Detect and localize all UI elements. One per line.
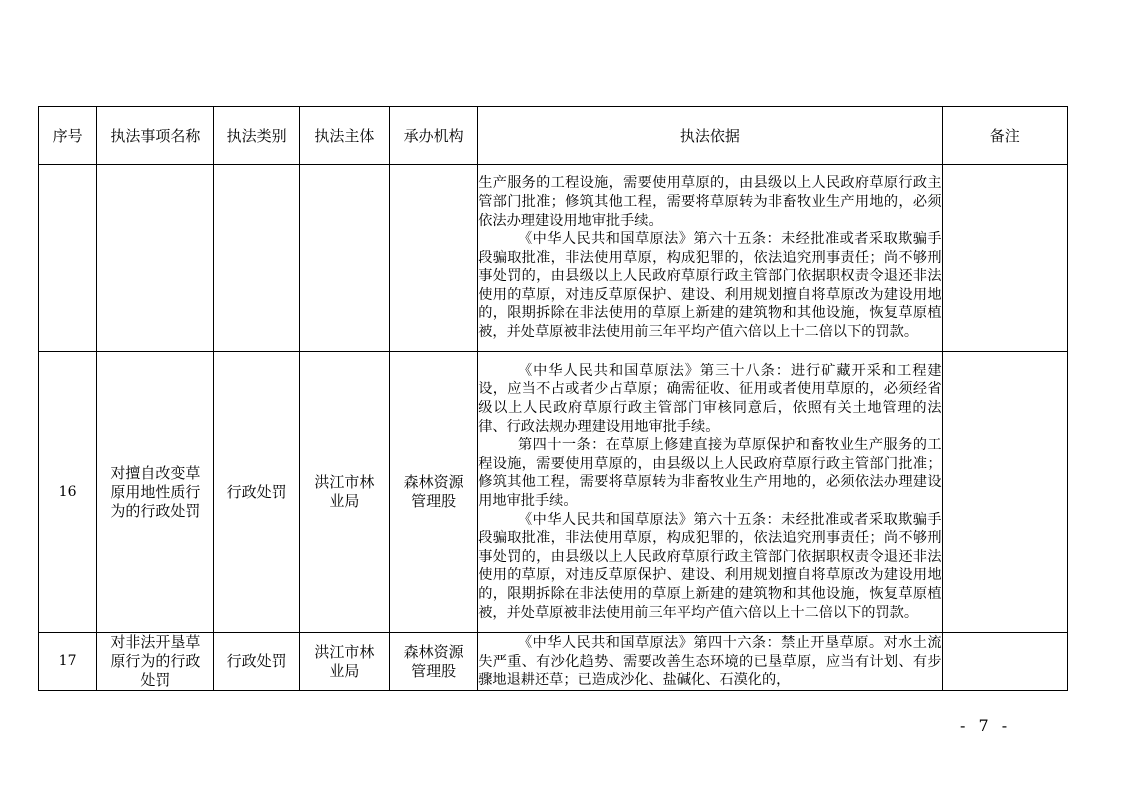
row-category: 行政处罚: [214, 352, 299, 633]
row-subject: 洪江市林业局: [299, 633, 389, 691]
row-legal-basis: [478, 165, 942, 352]
row-organization: 森林资源管理股: [389, 633, 477, 691]
basis-paragraph: 《中华人民共和国草原法》第六十五条：未经批准或者采取欺骗手段骗取批准，非法使用草原，构成犯罪的，依法追究刑事责任；尚不够刑事处罚的，由县级以上人民政府草原行政主管部门依据职权责令退还非法使用的草原，对违反草原保护、建设、利用规划擅自将草原改为建设用地的，限期拆除在非法使用的草原上新建的建筑物和其他设施，恢复草原植被，并处草原被非法使用前三年平均产值六倍以上十二倍以下的罚款。: [478, 511, 942, 621]
header-serial-number: 序号: [39, 107, 97, 165]
basis-paragraph: 第四十一条：在草原上修建直接为草原保护和畜牧业生产服务的工程设施，需要使用草原的，由县级以上人民政府草原行政主管部门批准；修筑其他工程，需要将草原转为非畜牧业生产用地的，必须依法办理建设用地审批手续。: [478, 437, 942, 509]
header-item-name: 执法事项名称: [97, 107, 214, 165]
row-serial-number: [39, 165, 97, 352]
row-organization: [389, 165, 477, 352]
row-remark: [942, 633, 1067, 691]
row-remark: [942, 352, 1067, 633]
table-header-row: [39, 107, 1068, 165]
row-serial-number: 17: [39, 633, 97, 691]
header-remark: 备注: [942, 107, 1067, 165]
row-item-name: [97, 165, 214, 352]
header-organization: 承办机构: [389, 107, 477, 165]
row-subject: [299, 165, 389, 352]
row-legal-basis: [478, 633, 942, 691]
page-number: - 7 -: [960, 716, 1012, 735]
row-subject: 洪江市林业局: [299, 352, 389, 633]
table-row: [39, 352, 1068, 633]
row-organization: 森林资源管理股: [389, 352, 477, 633]
row-legal-basis: [478, 352, 942, 633]
header-category: 执法类别: [214, 107, 299, 165]
basis-clip: [478, 634, 941, 689]
row-item-name: 对擅自改变草原用地性质行为的行政处罚: [97, 352, 214, 633]
basis-paragraph: 生产服务的工程设施，需要使用草原的，由县级以上人民政府草原行政主管部门批准；修筑其他工程，需要将草原转为非畜牧业生产用地的，必须依法办理建设用地审批手续。: [478, 175, 942, 229]
row-category: 行政处罚: [214, 633, 299, 691]
basis-paragraph: 《中华人民共和国草原法》第六十五条：未经批准或者采取欺骗手段骗取批准，非法使用草原，构成犯罪的，依法追究刑事责任；尚不够刑事处罚的，由县级以上人民政府草原行政主管部门依据职权责令退还非法使用的草原，对违反草原保护、建设、利用规划擅自将草原改为建设用地的，限期拆除在非法使用的草原上新建的建筑物和其他设施，恢复草原植被，并处草原被非法使用前三年平均产值六倍以上十二倍以下的罚款。: [478, 231, 942, 341]
table-row: [39, 633, 1068, 691]
row-remark: [942, 165, 1067, 352]
table-row: [39, 165, 1068, 352]
header-subject: 执法主体: [299, 107, 389, 165]
basis-paragraph: 《中华人民共和国草原法》第三十八条：进行矿藏开采和工程建设，应当不占或者少占草原；确需征收、征用或者使用草原的，必须经省级以上人民政府草原行政主管部门审核同意后，依照有关土地管理的法律、行政法规办理建设用地审批手续。: [478, 362, 942, 435]
row-serial-number: 16: [39, 352, 97, 633]
law-enforcement-table: [38, 106, 1068, 691]
header-legal-basis: 执法依据: [478, 107, 942, 165]
basis-paragraph: 《中华人民共和国草原法》第四十六条：禁止开垦草原。对水土流失严重、有沙化趋势、需要改善生态环境的已垦草原，应当有计划、有步骤地退耕还草；已造成沙化、盐碱化、石漠化的，: [478, 635, 942, 689]
row-item-name: 对非法开垦草原行为的行政处罚: [97, 633, 214, 691]
row-category: [214, 165, 299, 352]
